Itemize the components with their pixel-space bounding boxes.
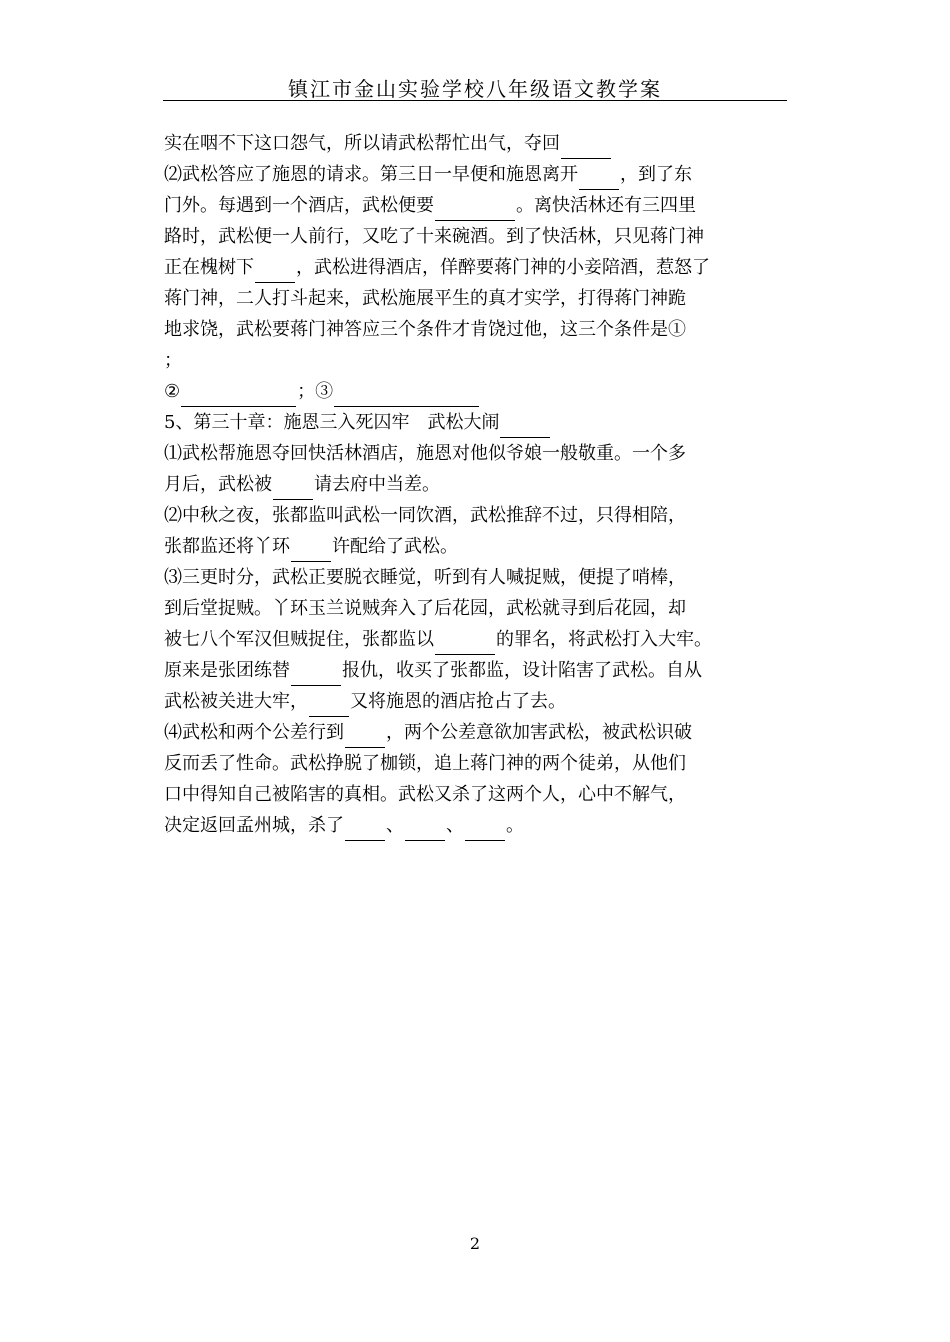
line-text: ② [164,381,181,402]
line-text: 请去府中当差。 [314,474,440,495]
text-line-8 [164,345,804,376]
fill-blank[interactable] [405,816,445,841]
text-line-13 [164,500,804,531]
fill-blank[interactable] [291,537,331,562]
fill-blank[interactable] [309,692,349,717]
line-text: 张都监还将丫环 [164,536,290,557]
line-text: 5、第三十章：施恩三入死囚牢 武松大闹 [164,412,500,433]
line-text: 又将施恩的酒店抢占了去。 [350,691,566,712]
text-line-18 [164,655,804,686]
line-text: 、 [446,815,464,836]
line-text: 的罪名，将武松打入大牢。 [496,629,712,650]
line-text: 被七八个军汉但贼捉住，张都监以 [164,629,434,650]
text-line-6 [164,283,804,314]
fill-blank[interactable] [255,258,295,283]
line-text: 正在槐树下 [164,257,254,278]
line-text: 地求饶，武松要蒋门神答应三个条件才肯饶过他，这三个条件是① [164,319,686,340]
text-line-21 [164,748,804,779]
line-text: ⑴武松帮施恩夺回快活林酒店，施恩对他似爷娘一般敬重。一个多 [164,443,686,464]
text-line-20 [164,717,804,748]
line-text: 月后，武松被 [164,474,272,495]
fill-blank[interactable] [273,475,313,500]
line-text: ，到了东 [620,164,692,185]
line-text: ⑶三更时分，武松正要脱衣睡觉，听到有人喊捉贼，便提了哨棒， [164,567,686,588]
line-text: ，两个公差意欲加害武松，被武松识破 [386,722,692,743]
header-divider [163,100,787,101]
line-text: 蒋门神，二人打斗起来，武松施展平生的真才实学，打得蒋门神跪 [164,288,686,309]
text-line-16 [164,593,804,624]
document-body [164,128,804,841]
text-line-12 [164,469,804,500]
fill-blank[interactable] [561,134,611,159]
line-text: 报仇，收买了张都监，设计陷害了武松。自从 [342,660,702,681]
text-line-9 [164,376,804,407]
line-text: 原来是张团练替 [164,660,290,681]
text-line-15 [164,562,804,593]
line-text: 反而丢了性命。武松挣脱了枷锁，追上蒋门神的两个徒弟，从他们 [164,753,686,774]
line-text: 、 [386,815,404,836]
text-line-22 [164,779,804,810]
text-line-23 [164,810,804,841]
fill-blank[interactable] [345,723,385,748]
text-line-3 [164,190,804,221]
page-header-title: 镇江市金山实验学校八年级语文教学案 [288,77,662,101]
page-number: 2 [469,1234,481,1253]
fill-blank[interactable] [291,661,341,686]
text-line-11 [164,438,804,469]
fill-blank[interactable] [465,816,505,841]
fill-blank[interactable] [579,165,619,190]
text-line-10 [164,407,804,438]
text-line-17 [164,624,804,655]
text-line-5 [164,252,804,283]
line-text: 决定返回孟州城，杀了 [164,815,344,836]
text-line-14 [164,531,804,562]
line-text: ，武松进得酒店，佯醉要蒋门神的小妾陪酒，惹怒了 [296,257,710,278]
line-text: ⑵中秋之夜，张都监叫武松一同饮酒，武松推辞不过，只得相陪， [164,505,686,526]
text-line-2 [164,159,804,190]
line-text: 口中得知自己被陷害的真相。武松又杀了这两个人，心中不解气， [164,784,686,805]
fill-blank[interactable] [334,382,479,407]
line-text: ⑷武松和两个公差行到 [164,722,344,743]
fill-blank[interactable] [435,630,495,655]
text-line-19 [164,686,804,717]
line-text: 实在咽不下这口怨气，所以请武松帮忙出气，夺回 [164,133,560,154]
line-text: ⑵武松答应了施恩的请求。第三日一早便和施恩离开 [164,164,578,185]
line-text: 到后堂捉贼。丫环玉兰说贼奔入了后花园，武松就寻到后花园，却 [164,598,686,619]
fill-blank[interactable] [500,413,550,438]
fill-blank[interactable] [345,816,385,841]
fill-blank[interactable] [435,196,515,221]
text-line-7 [164,314,804,345]
line-text: ； [164,350,182,371]
line-text: ；③ [297,381,334,402]
fill-blank[interactable] [181,382,296,407]
line-text: 路时，武松便一人前行，又吃了十来碗酒。到了快活林，只见蒋门神 [164,226,704,247]
line-text: 。 [506,815,524,836]
line-text: 。离快活林还有三四里 [516,195,696,216]
text-line-1 [164,128,804,159]
line-text: 门外。每遇到一个酒店，武松便要 [164,195,434,216]
line-text: 许配给了武松。 [332,536,458,557]
text-line-4 [164,221,804,252]
line-text: 武松被关进大牢， [164,691,308,712]
